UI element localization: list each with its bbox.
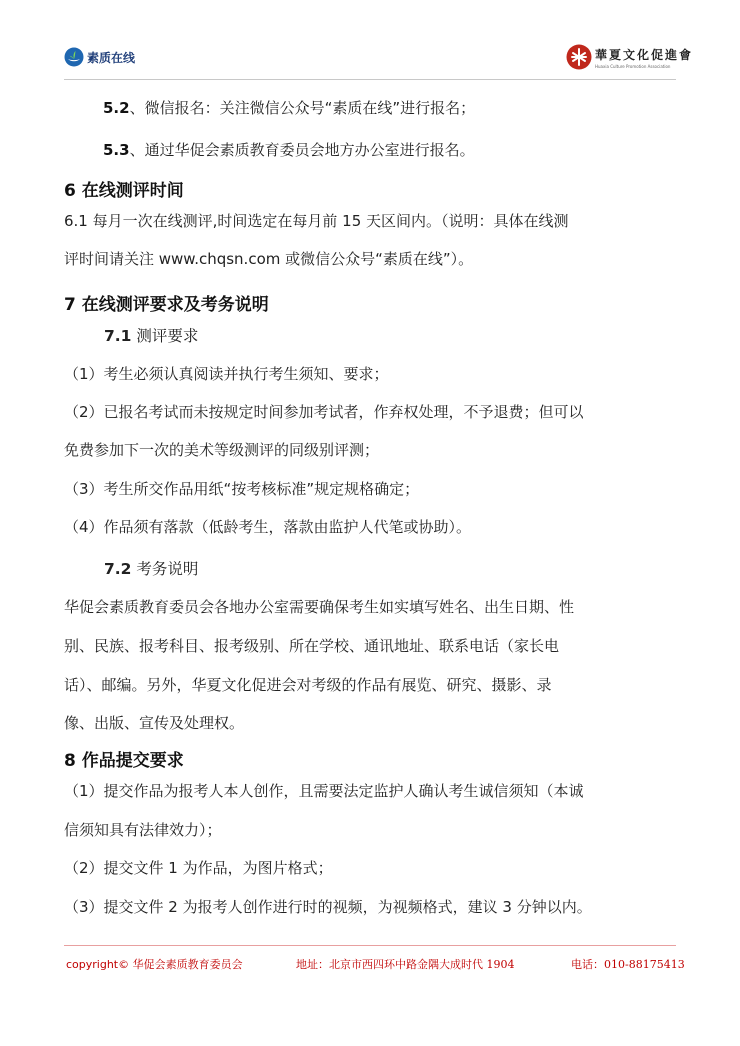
- section-8-heading: 8 作品提交要求: [64, 751, 184, 771]
- requirement-1: （1）考生必须认真阅读并执行考生须知、要求；: [64, 365, 389, 383]
- item-number: 5.3: [103, 141, 130, 159]
- exam-affairs-line3: 话）、邮编。另外，华夏文化促进会对考级的作品有展览、研究、摄影、录: [64, 676, 552, 694]
- subsection-title: 考务说明: [131, 560, 199, 578]
- paragraph-6-1-line1: 6.1 每月一次在线测评,时间选定在每月前 15 天区间内。（说明：具体在线测: [64, 212, 569, 230]
- item-5-3: [103, 139, 475, 160]
- item-text: 、通过华促会素质教育委员会地方办公室进行报名。: [129, 141, 475, 159]
- requirement-4: （4）作品须有落款（低龄考生，落款由监护人代笔或协助）。: [64, 518, 472, 536]
- footer-address: 地址：北京市西四环中路金隅大成时代 1904: [296, 958, 515, 971]
- footer-divider: [64, 945, 676, 946]
- submission-1-line2: 信须知具有法律效力）；: [64, 821, 222, 839]
- footer-copyright: copyright© 华促会素质教育委员会: [66, 958, 243, 971]
- subsection-title: 测评要求: [131, 327, 199, 345]
- item-number: 5.2: [103, 99, 130, 117]
- submission-2: （2）提交文件 1 为作品，为图片格式；: [64, 859, 333, 877]
- footer-phone: 电话：010-88175413: [571, 958, 685, 971]
- association-name-en: Huaxia Culture Promotion Association: [595, 63, 671, 69]
- submission-1-line1: （1）提交作品为报考人本人创作，且需要法定监护人确认考生诚信须知（本诚: [64, 782, 584, 800]
- section-6-heading: 6 在线测评时间: [64, 181, 184, 201]
- section-7-1-heading: [104, 324, 198, 346]
- requirement-2-line1: （2）已报名考试而未按规定时间参加考试者，作弃权处理，不予退费；但可以: [64, 403, 584, 421]
- item-5-2: [103, 97, 475, 118]
- requirement-3: （3）考生所交作品用纸“按考核标准”规定规格确定；: [64, 480, 420, 498]
- section-7-2-heading: [104, 557, 198, 579]
- association-name: 華夏文化促進會: [595, 47, 694, 62]
- subsection-number: 7.1: [104, 327, 132, 345]
- exam-affairs-line2: 别、民族、报考科目、报考级别、所在学校、通讯地址、联系电话（家长电: [64, 637, 560, 655]
- section-7-heading: 7 在线测评要求及考务说明: [64, 295, 269, 315]
- exam-affairs-line1: 华促会素质教育委员会各地办公室需要确保考生如实填写姓名、出生日期、性: [64, 598, 575, 616]
- brand-name: 素质在线: [87, 50, 136, 65]
- subsection-number: 7.2: [104, 560, 132, 578]
- requirement-2-line2: 免费参加下一次的美术等级测评的同级别评测；: [64, 441, 380, 459]
- item-text: 、微信报名：关注微信公众号“素质在线”进行报名；: [129, 99, 476, 117]
- exam-affairs-line4: 像、出版、宣传及处理权。: [64, 714, 245, 732]
- paragraph-6-1-line2: 评时间请关注 www.chqsn.com 或微信公众号“素质在线”）。: [64, 250, 474, 268]
- submission-3: （3）提交文件 2 为报考人创作进行时的视频，为视频格式，建议 3 分钟以内。: [64, 898, 592, 916]
